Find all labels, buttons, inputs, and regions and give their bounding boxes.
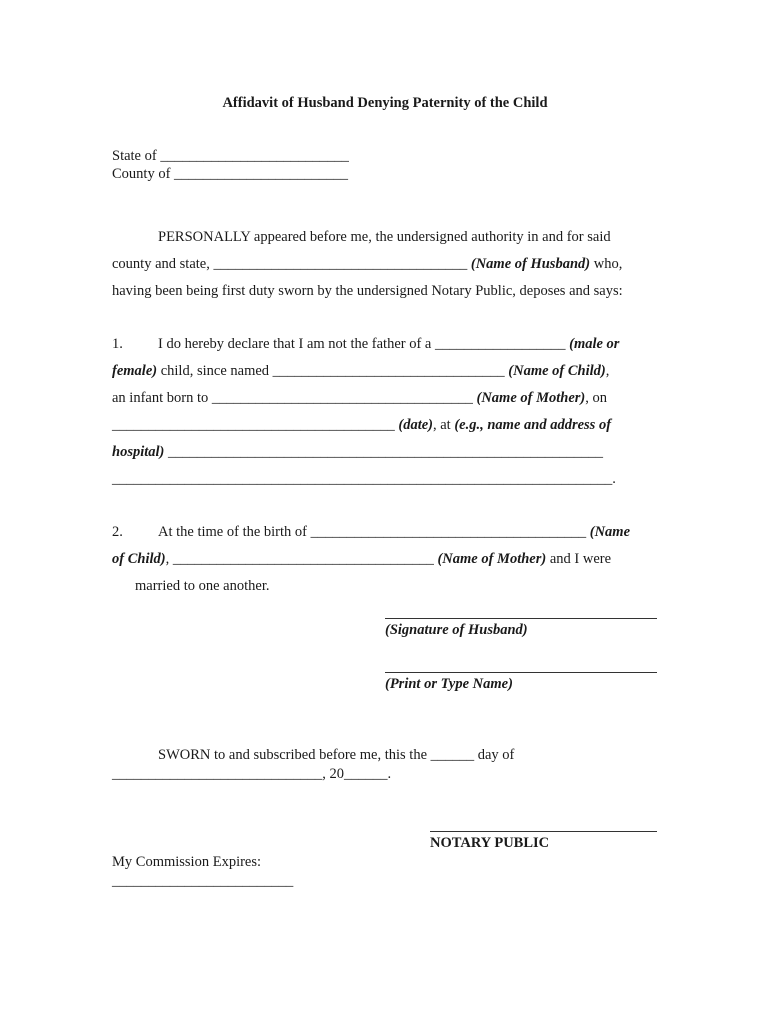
sworn-line-2: _____________________________, 20______. <box>112 766 392 782</box>
para1-line-4: _______________________________________ (date), at (e.g., name and address of <box>112 417 612 433</box>
commission-expires-line: _________________________ <box>112 873 294 889</box>
county-line: County of ________________________ <box>112 166 349 182</box>
husband-signature-line[interactable] <box>385 618 657 619</box>
intro-line-3: having been being first duty sworn by the undersigned Notary Public, deposes and says: <box>112 283 623 299</box>
print-name-caption: (Print or Type Name) <box>385 676 513 692</box>
para1-line-5: hospital) ____________________________________________________________ <box>112 444 603 460</box>
document-title: Affidavit of Husband Denying Paternity of the Child <box>222 95 548 111</box>
para2-line-2: of Child), ____________________________________ (Name of Mother) and I were <box>112 551 612 567</box>
para1-line-6: _____________________________________________________________________. <box>112 471 616 487</box>
para2-line-1: At the time of the birth of ______________________________________ (Name <box>158 524 631 540</box>
notary-signature-line[interactable] <box>430 831 657 832</box>
commission-expires-label: My Commission Expires: <box>112 854 262 870</box>
para2-line-3: married to one another. <box>135 578 270 594</box>
intro-line-1: PERSONALLY appeared before me, the undersigned authority in and for said <box>158 229 611 245</box>
husband-signature-caption: (Signature of Husband) <box>385 622 528 638</box>
state-line: State of __________________________ <box>112 148 349 164</box>
para2-number: 2. <box>112 524 123 540</box>
para1-number: 1. <box>112 336 123 352</box>
para1-line-2: female) child, since named ________________________________ (Name of Child), <box>112 363 610 379</box>
notary-public-caption: NOTARY PUBLIC <box>430 835 550 851</box>
para1-line-1: I do hereby declare that I am not the father of a __________________ (male or <box>158 336 620 352</box>
intro-line-2: county and state, ___________________________________ (Name of Husband) who, <box>112 256 623 272</box>
sworn-line-1: SWORN to and subscribed before me, this the ______ day of <box>158 747 515 763</box>
print-name-line[interactable] <box>385 672 657 673</box>
para1-line-3: an infant born to ____________________________________ (Name of Mother), on <box>112 390 607 406</box>
